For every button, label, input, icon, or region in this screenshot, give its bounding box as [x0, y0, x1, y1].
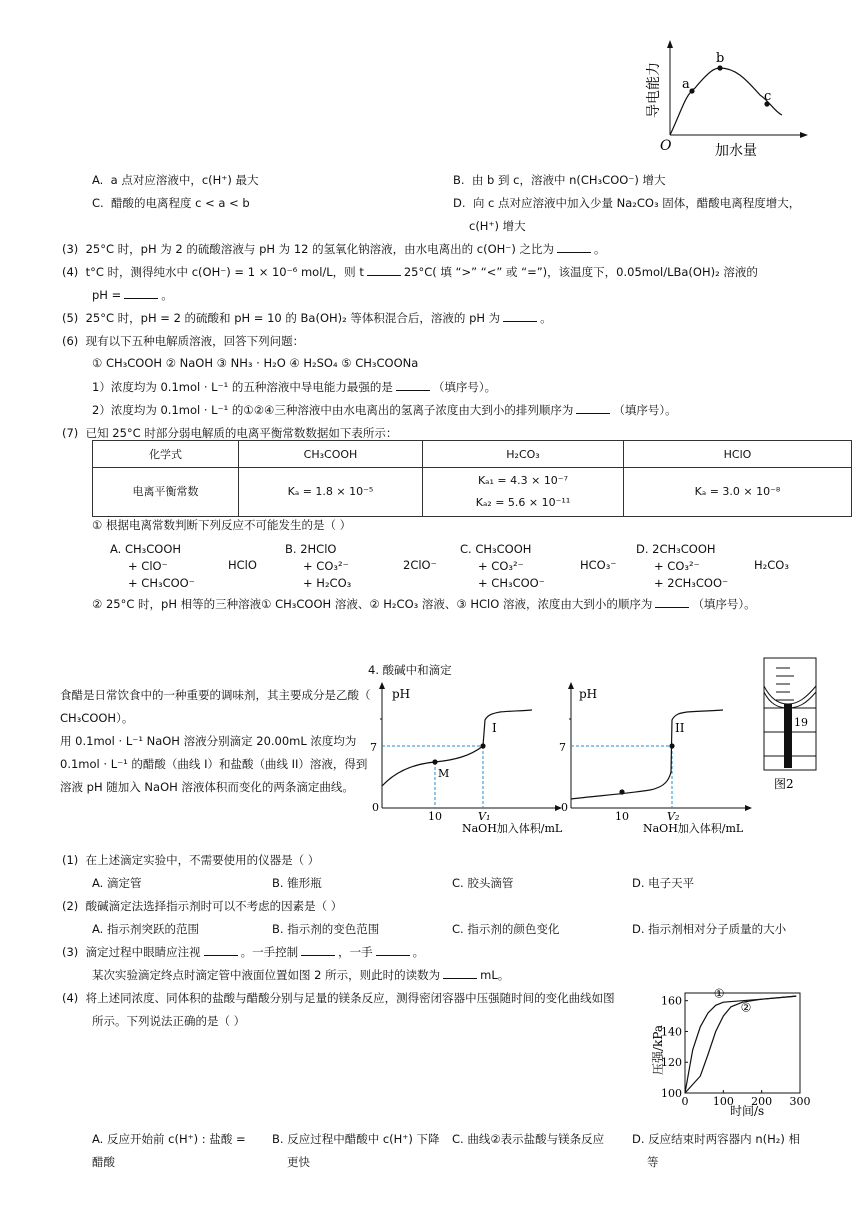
q2-option-b[interactable]: B. 由 b 到 c，溶液中 n(CH₃COO⁻) 增大 — [453, 173, 666, 187]
x-axis-label: 加水量 — [715, 143, 757, 159]
table-header: H₂CO₃ — [423, 441, 624, 468]
titration-curve-2 — [555, 680, 755, 835]
question-4-line2: pH = 。 — [92, 288, 173, 302]
p2-option-a[interactable]: A. 指示剂突跃的范围 — [92, 922, 199, 936]
chart1-x10: 10 — [428, 810, 442, 823]
q7-sub1: ① 根据电离常数判断下列反应不可能发生的是（ ） — [92, 518, 352, 532]
question-4: (4) t°C 时，测得纯水中 c(OH⁻) = 1 × 10⁻⁶ mol/L，则 t 25°C( 填 “>” “<” 或 “=”)，该温度下，0.05mol/LBa(OH)₂ 溶液的 — [62, 265, 758, 279]
table-cell: Kₐ₁ = 4.3 × 10⁻⁷ Kₐ₂ = 5.6 × 10⁻¹¹ — [423, 468, 624, 517]
answer-blank[interactable] — [124, 288, 158, 299]
part-1: (1) 在上述滴定实验中，不需要使用的仪器是（ ） — [62, 853, 320, 867]
q7-option-b-right: 2ClO⁻ — [403, 558, 437, 572]
q7-sub2: ② 25°C 时，pH 相等的三种溶液① CH₃COOH 溶液、② H₂CO₃ 溶液、③ HClO 溶液，浓度由大到小的顺序为 （填序号）。 — [92, 597, 756, 611]
part-3: (3) 滴定过程中眼睛应注视 。一手控制 ，一手 。 — [62, 945, 425, 959]
table-cell: Kₐ = 1.8 × 10⁻⁵ — [239, 468, 423, 517]
chart2-y7: 7 — [559, 741, 566, 754]
q2-option-d-cont: c(H⁺) 增大 — [469, 219, 526, 233]
y-tick-label: 100 — [661, 1087, 682, 1100]
answer-blank[interactable] — [503, 311, 537, 322]
table-cell: Kₐ = 3.0 × 10⁻⁸ — [624, 468, 852, 517]
x-tick-label: 300 — [789, 1095, 811, 1108]
burette-figure — [760, 656, 820, 796]
q7-option-d-right: H₂CO₃ — [754, 558, 789, 572]
question-3: (3) 25°C 时，pH 为 2 的硫酸溶液与 pH 为 12 的氢氧化钠溶液，由水电离出的 c(OH⁻) 之比为 。 — [62, 242, 606, 256]
q2-option-d[interactable]: D. 向 c 点对应溶液中加入少量 Na₂CO₃ 固体，醋酸电离程度增大， — [453, 196, 801, 210]
q6-list: ① CH₃COOH ② NaOH ③ NH₃ · H₂O ④ H₂SO₄ ⑤ CH₃COONa — [92, 356, 419, 370]
part-2: (2) 酸碱滴定法选择指示剂时可以不考虑的因素是（ ） — [62, 899, 343, 913]
chart2-x10: 10 — [615, 810, 629, 823]
pressure-xlabel: 时间/s — [730, 1104, 765, 1118]
chart1-point-label: M — [438, 767, 450, 780]
question-7: (7) 已知 25°C 时部分弱电解质的电离平衡常数数据如下表所示： — [62, 426, 398, 440]
question-6: (6) 现有以下五种电解质溶液，回答下列问题： — [62, 334, 305, 348]
chart1-xlabel: NaOH加入体积/mL — [462, 822, 563, 835]
chart2-y0: 0 — [561, 801, 568, 814]
p1-option-a[interactable]: A. 滴定管 — [92, 876, 142, 890]
y-tick-label: 140 — [661, 1025, 682, 1039]
q7-option-d[interactable]: D. 2CH₃COOH + CO₃²⁻ + 2CH₃COO⁻ — [636, 542, 729, 590]
chart2-curve-label: II — [675, 721, 685, 735]
conductivity-graph — [640, 40, 810, 160]
q7-option-c[interactable]: C. CH₃COOH + CO₃²⁻ + CH₃COO⁻ — [460, 542, 545, 590]
answer-blank[interactable] — [367, 265, 401, 276]
p4-option-a[interactable]: A. 反应开始前 c(H⁺) : 盐酸 = 醋酸 — [92, 1132, 246, 1169]
answer-blank[interactable] — [204, 945, 238, 956]
q7-option-b[interactable]: B. 2HClO + CO₃²⁻ + H₂CO₃ — [285, 542, 352, 590]
p2-option-c[interactable]: C. 指示剂的颜色变化 — [452, 922, 560, 936]
table-header: 化学式 — [93, 441, 239, 468]
point-c-label: c — [764, 89, 772, 104]
answer-blank[interactable] — [376, 945, 410, 956]
p1-option-c[interactable]: C. 胶头滴管 — [452, 876, 514, 890]
p2-option-b[interactable]: B. 指示剂的变色范围 — [272, 922, 380, 936]
section-4-intro: 食醋是日常饮食中的一种重要的调味剂，其主要成分是乙酸（ CH₃COOH）。 用 0.1mol · L⁻¹ NaOH 溶液分别滴定 20.00mL 浓度均为 0.1mol · L⁻¹ 的醋酸（曲线 I）和盐酸（曲线 II）溶液，得到 溶液 pH 随加入 NaOH 溶液体积而变化的两条滴定曲线。 — [60, 688, 371, 794]
table-header: HClO — [624, 441, 852, 468]
q7-option-a[interactable]: A. CH₃COOH + ClO⁻ + CH₃COO⁻ — [110, 542, 195, 590]
answer-blank[interactable] — [396, 380, 430, 391]
chart1-y0: 0 — [372, 801, 379, 814]
p4-option-b[interactable]: B. 反应过程中醋酸中 c(H⁺) 下降 更快 — [272, 1132, 440, 1169]
p1-option-d[interactable]: D. 电子天平 — [632, 876, 695, 890]
point-a-label: a — [682, 77, 690, 92]
burette-reading: 19 — [794, 716, 808, 729]
point-b-label: b — [716, 51, 725, 66]
answer-blank[interactable] — [301, 945, 335, 956]
y-tick-label: 120 — [661, 1056, 682, 1070]
y-tick-label: 160 — [661, 994, 682, 1008]
titration-curve-1 — [370, 680, 570, 835]
q2-option-a[interactable]: A. a 点对应溶液中，c(H⁺) 最大 — [92, 173, 259, 187]
burette-caption: 图2 — [774, 777, 794, 791]
p4-option-d[interactable]: D. 反应结束时两容器内 n(H₂) 相 等 — [632, 1132, 800, 1169]
chart2-xv: V₂ — [667, 810, 680, 823]
x-tick-label: 0 — [681, 1095, 689, 1108]
answer-blank[interactable] — [655, 597, 689, 608]
part-4: (4) 将上述同浓度、同体积的盐酸与醋酸分别与足量的镁条反应，测得密闭容器中压强随时间的变化曲线如图 — [62, 991, 615, 1005]
chart2-ylabel: pH — [579, 687, 598, 701]
ka-table — [92, 440, 852, 517]
series-label: ① — [713, 986, 725, 1001]
x-tick-label: 100 — [712, 1095, 734, 1108]
q7-option-c-right: HCO₃⁻ — [580, 558, 617, 572]
answer-blank[interactable] — [576, 403, 610, 414]
section-title: 4. 酸碱中和滴定 — [368, 663, 452, 677]
chart1-curve-label: I — [492, 721, 497, 735]
chart1-y7: 7 — [370, 741, 377, 754]
chart1-xv: V₁ — [478, 810, 491, 823]
chart1-ylabel: pH — [392, 687, 411, 701]
pressure-ylabel: 压强/kPa — [651, 1024, 665, 1075]
pressure-chart — [640, 985, 820, 1120]
q6-sub1: 1）浓度均为 0.1mol · L⁻¹ 的五种溶液中导电能力最强的是 （填序号）。 — [92, 380, 497, 394]
p4-option-c[interactable]: C. 曲线②表示盐酸与镁条反应 — [452, 1132, 605, 1146]
p1-option-b[interactable]: B. 锥形瓶 — [272, 876, 322, 890]
y-axis-label: 导电能力 — [646, 62, 662, 118]
table-header: CH₃COOH — [239, 441, 423, 468]
answer-blank[interactable] — [557, 242, 591, 253]
origin-label: O — [660, 138, 672, 154]
series-label: ② — [740, 1000, 752, 1015]
q2-option-c[interactable]: C. 醋酸的电离程度 c < a < b — [92, 196, 250, 210]
p2-option-d[interactable]: D. 指示剂相对分子质量的大小 — [632, 922, 787, 936]
part-4-line2: 所示。下列说法正确的是（ ） — [92, 1014, 246, 1028]
answer-blank[interactable] — [443, 968, 477, 979]
q7-option-a-right: HClO — [228, 558, 257, 572]
part-3-line2: 某次实验滴定终点时滴定管中液面位置如图 2 所示，则此时的读数为 mL。 — [92, 968, 510, 982]
table-cell: 电离平衡常数 — [93, 468, 239, 517]
question-5: (5) 25°C 时，pH = 2 的硫酸和 pH = 10 的 Ba(OH)₂ 等体积混合后，溶液的 pH 为 。 — [62, 311, 552, 325]
q6-sub2: 2）浓度均为 0.1mol · L⁻¹ 的①②④三种溶液中由水电离出的氢离子浓度由大到小的排列顺序为 （填序号）。 — [92, 403, 677, 417]
chart2-xlabel: NaOH加入体积/mL — [643, 822, 744, 835]
x-tick-label: 200 — [751, 1095, 773, 1108]
